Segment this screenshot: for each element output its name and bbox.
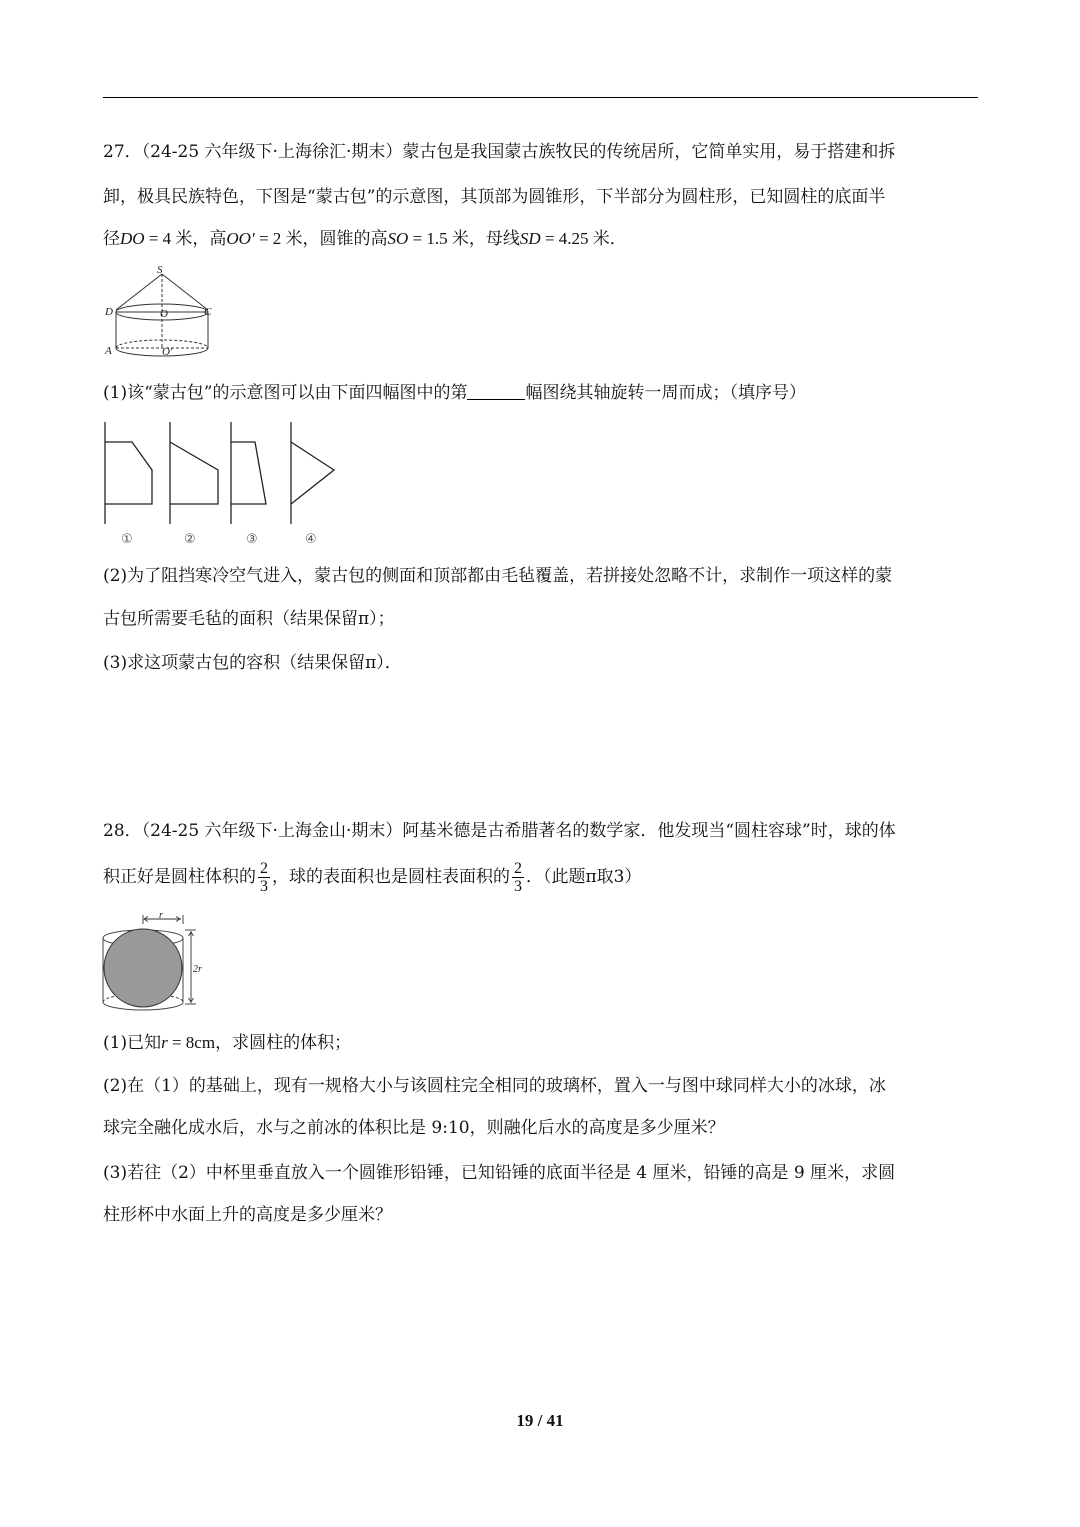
q28-sub3-line-2: 柱形杯中水面上升的高度是多少厘米？ <box>103 1205 392 1225</box>
q27-sub1: (1)该“蒙古包”的示意图可以由下面四幅图中的第 幅图绕其轴旋转一周而成；（填序号） <box>103 383 806 403</box>
option-2: ② <box>184 532 196 547</box>
option-4: ④ <box>305 532 317 547</box>
label-a: A <box>105 345 112 357</box>
q28-sub3-line-1: (3)若往（2）中杯里垂直放入一个圆锥形铅锤，已知铅锤的底面半径是 4 厘米，铅锤的高是 9 厘米，求圆 <box>103 1163 896 1183</box>
q28-line-2: 积正好是圆柱体积的 $\frac{2}{3}$ ，球的表面积也是圆柱表面积的 $\frac{2}{3}$ ．（此题π取3） <box>103 860 642 895</box>
q28-sub2-line-1: (2)在（1）的基础上，现有一规格大小与该圆柱完全相同的玻璃杯，置入一与图中球同样大小的冰球，冰 <box>103 1076 886 1096</box>
q28-sub1: (1)已知r = 8cm，求圆柱的体积； <box>103 1033 352 1053</box>
option-1: ① <box>121 532 133 547</box>
label-o-prime: O′ <box>162 346 173 358</box>
yurt-figure <box>100 262 225 362</box>
fraction-two-thirds: $\frac{2}{3}$ <box>260 860 268 895</box>
fraction-two-thirds: $\frac{2}{3}$ <box>514 860 522 895</box>
q27-line-3: 径DO = 4 米，高OO′ = 2 米，圆锥的高SO = 1.5 米，母线SD = 4.25 米． <box>103 229 627 249</box>
label-d: D <box>105 306 113 318</box>
label-o: O <box>160 308 168 320</box>
label-c: C <box>204 306 212 318</box>
q27-sub2-line-1: (2)为了阻挡寒冷空气进入，蒙古包的侧面和顶部都由毛毡覆盖，若拼接处忽略不计，求制作一项这样的蒙 <box>103 566 893 586</box>
label-s: S <box>157 264 163 276</box>
q27-sub3: (3)求这项蒙古包的容积（结果保留π）． <box>103 653 402 673</box>
sphere-in-cylinder-figure <box>100 912 215 1017</box>
q27-line-2: 卸，极具民族特色，下图是“蒙古包”的示意图，其顶部为圆锥形，下半部分为圆柱形，已知圆柱的底面半 <box>103 187 886 207</box>
q28-sub2-line-2: 球完全融化成水后，水与之前冰的体积比是 9:10，则融化后水的高度是多少厘米？ <box>103 1118 725 1138</box>
answer-blank <box>467 383 525 400</box>
option-3: ③ <box>246 532 258 547</box>
header-rule <box>103 97 978 98</box>
label-2r: 2r <box>193 964 202 975</box>
q28-line-1: 28．（24-25 六年级下·上海金山·期末）阿基米德是古希腊著名的数学家．他发现当“圆柱容球”时，球的体 <box>103 821 896 841</box>
page-number: 19 / 41 <box>516 1411 564 1430</box>
label-r: r <box>159 912 163 921</box>
q27-line-1: 27．（24-25 六年级下·上海徐汇·期末）蒙古包是我国蒙古族牧民的传统居所，它简单实用，易于搭建和拆 <box>103 142 896 162</box>
q27-sub2-line-2: 古包所需要毛毡的面积（结果保留π）； <box>103 609 395 629</box>
option-figures <box>100 420 345 550</box>
